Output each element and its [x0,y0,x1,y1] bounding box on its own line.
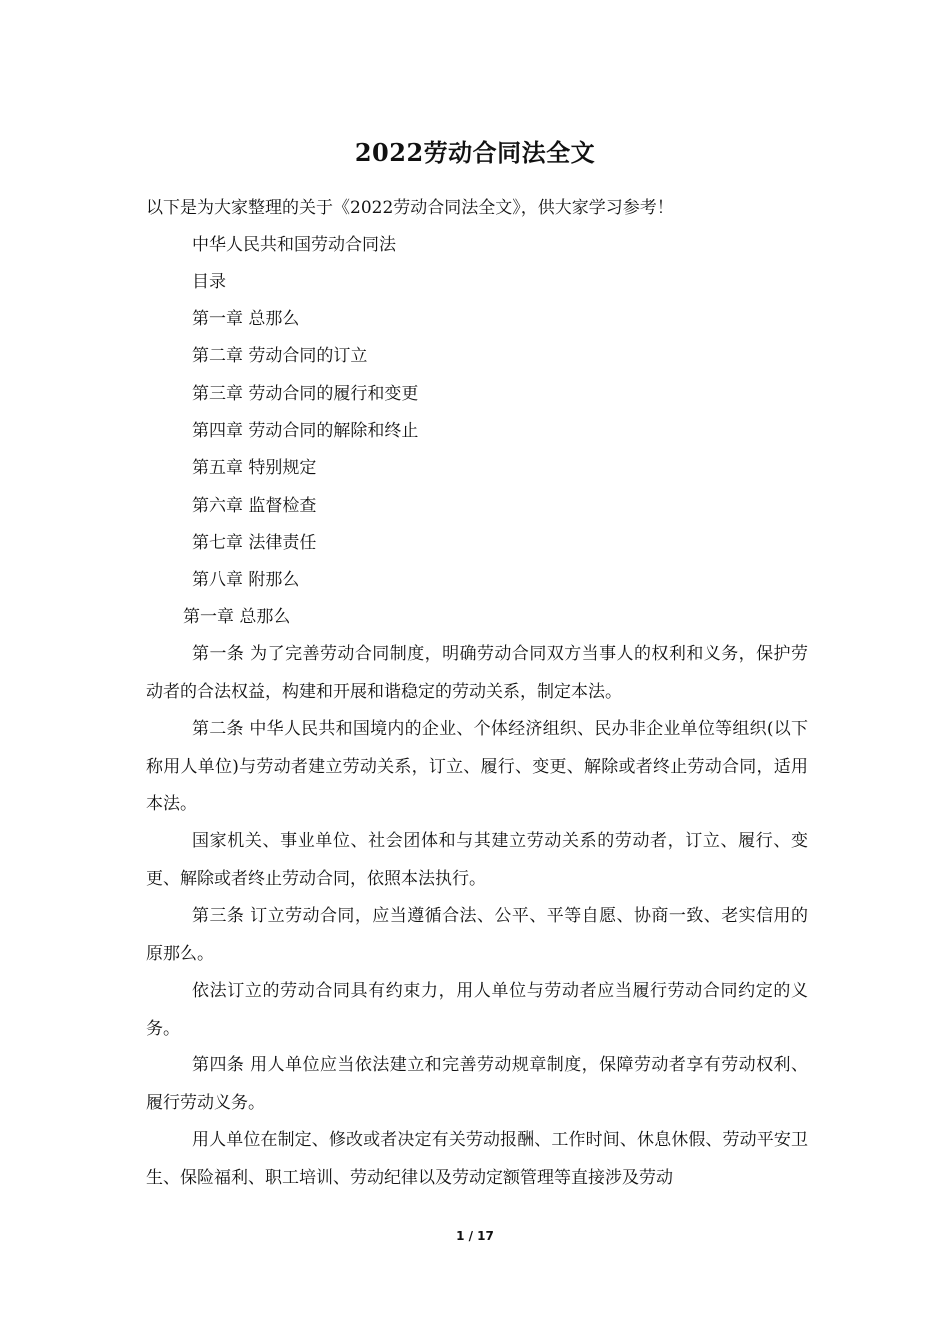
chapter-heading: 第一章 总那么 [183,607,291,627]
toc-item: 第四章 劳动合同的解除和终止 [192,421,419,441]
article-paragraph: 第一条 为了完善劳动合同制度，明确劳动合同双方当事人的权利和义务，保护劳动者的合法权益，构建和开展和谐稳定的劳动关系，制定本法。 [146,644,808,702]
article-paragraph: 第三条 订立劳动合同，应当遵循合法、公平、平等自愿、协商一致、老实信用的原那么。 [146,906,808,964]
toc-item: 第一章 总那么 [192,309,300,329]
article-paragraph: 国家机关、事业单位、社会团体和与其建立劳动关系的劳动者，订立、履行、变更、解除或者终止劳动合同，依照本法执行。 [146,831,808,889]
article-paragraph: 用人单位在制定、修改或者决定有关劳动报酬、工作时间、休息休假、劳动平安卫生、保险福利、职工培训、劳动纪律以及劳动定额管理等直接涉及劳动 [146,1130,808,1188]
toc-item: 第五章 特别规定 [192,458,317,478]
toc-item: 第八章 附那么 [192,570,300,590]
page-number: 1 / 17 [456,1229,494,1243]
article-paragraph: 第二条 中华人民共和国境内的企业、个体经济组织、民办非企业单位等组织(以下称用人单位)与劳动者建立劳动关系，订立、履行、变更、解除或者终止劳动合同，适用本法。 [146,719,808,814]
intro-text: 以下是为大家整理的关于《2022劳动合同法全文》，供大家学习参考！ [146,198,674,218]
toc-item: 第六章 监督检查 [192,496,317,516]
law-name: 中华人民共和国劳动合同法 [192,235,396,255]
toc-item: 第二章 劳动合同的订立 [192,346,368,366]
document-title: 2022劳动合同法全文 [354,138,596,167]
toc-item: 第七章 法律责任 [192,533,317,553]
toc-item: 第三章 劳动合同的履行和变更 [192,384,419,404]
article-paragraph: 依法订立的劳动合同具有约束力，用人单位与劳动者应当履行劳动合同约定的义务。 [146,981,808,1039]
article-paragraph: 第四条 用人单位应当依法建立和完善劳动规章制度，保障劳动者享有劳动权利、履行劳动义务。 [146,1055,808,1113]
toc-label: 目录 [192,272,226,292]
